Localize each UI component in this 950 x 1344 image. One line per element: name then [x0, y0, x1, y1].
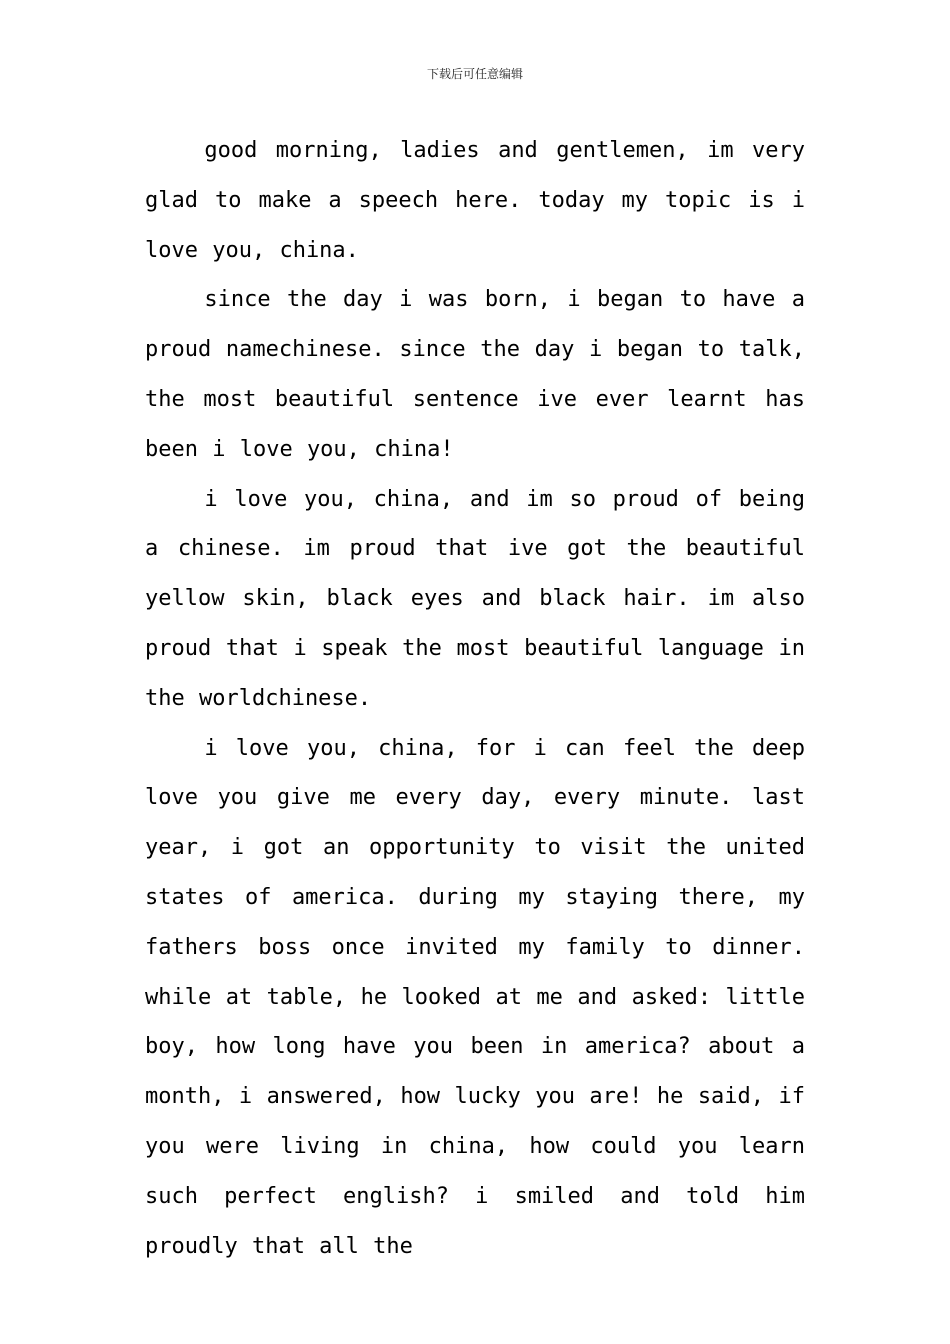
- page-header: 下载后可任意编辑: [426, 67, 523, 81]
- document-body: [145, 126, 805, 1271]
- paragraph: since the day i was born, i began to have a proud namechinese. since the day i began to talk, the most beautiful sentence ive ever learnt has been i love you, china!: [145, 287, 805, 462]
- paragraph: good morning, ladies and gentlemen, im very glad to make a speech here. today my topic is i love you, china.: [145, 138, 805, 263]
- paragraph: i love you, china, for i can feel the deep love you give me every day, every minute. last year, i got an opportunity to visit the united states of america. during my staying there, my fathers boss once invited my family to dinner. while at table, he looked at me and asked: little boy, how long have you been in america? about a month, i answered, how lucky you are! he said, if you were living in china, how could you learn such perfect english? i smiled and told him proudly that all the: [145, 735, 805, 1259]
- paragraph: i love you, china, and im so proud of being a chinese. im proud that ive got the beautiful yellow skin, black eyes and black hair. im also proud that i speak the most beautiful language in the worldchinese.: [145, 486, 805, 711]
